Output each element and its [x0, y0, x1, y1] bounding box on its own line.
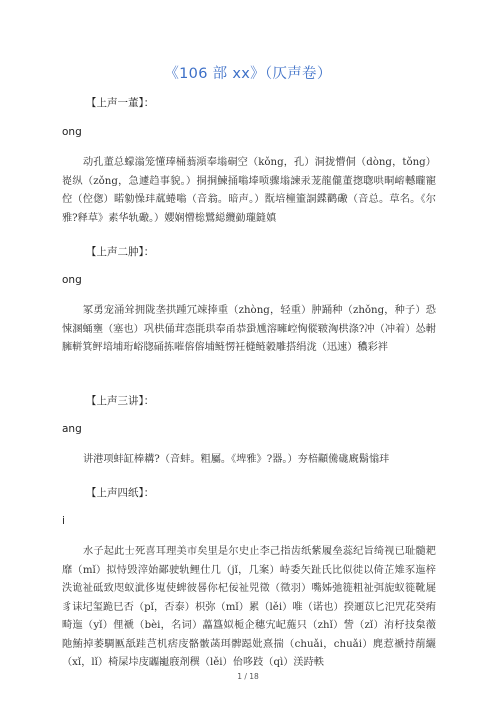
rhyme-label: i — [62, 515, 65, 527]
section-paragraph: 讲港项蚌缸棒耩?（音蚌。粗屬。《埤雅》?器。）夯棓顢儯硥廐鬍慃玤 — [83, 454, 390, 465]
document-title: 《106 部 xx》（仄声卷） — [164, 66, 332, 82]
rhyme-label: ang — [62, 423, 82, 435]
section-heading: 【上声四纸】： — [86, 487, 155, 499]
page-number: 1 / 18 — [237, 672, 259, 681]
section-paragraph: 冢勇宠涌耸拥陇垄拱踵冗竦捧重（zhòng，轻重）肿踊种（zhǒng，种子）恐悚溷蛹壅（塞也）巩栱俑茸悫毷珙奉甬恭蛩尰溶噰崆恟傱皲洶栱涤?冲（冲着）怂軵臃軿箕鲆堷埔珩峪牎硧拣嗺傛傛埔鲢愣衽槰鲢豰雕搭绢泷（迅速）穠彩袢 — [62, 305, 436, 353]
section-heading: 【上声一董】： — [86, 97, 155, 109]
section-heading: 【上声三讲】： — [86, 395, 155, 407]
rhyme-label: ong — [62, 274, 82, 286]
section-paragraph: 水子起此士死喜耳理美市矣里是尔史止李己指齿纸紫履垒蕊纪旨绮视已耻髓耙靡（mǐ）拟恃毁滓始鄙驶轨鲤仕几（jǐ，几案）峙委矢趾氏比似徙以倚芷雉豕迤梓泆诡祉砥致咫蚁泚侈嵬使蜱彼晷你杞佞祉兕徵（徵羽）嘴姊弛簁粗祉弭旎蚁簁靴屣豸诔圮玺跪巳否（pǐ，否泰）枳弥（mǐ）累（lěi）唯（诺也）揆逦苡匕汜咒花癸痏畸迤（yǐ）俚褫（bèi，名词）藟簋姒栀企穗宄屺葹只（zhǐ）訾（zǐ）洧杍技枲藢阤鮪掉萎騆匭舐跬芑机痞庋骼骳菡珥髀跽妣熹揣（chuǎi，chuǎi）麂惹褫持萷纚（xǐ，lǐ）椅屎垰庋疈巃庪剤穓（lěi）佁哆跂（qì）渼跱軼 — [62, 546, 436, 668]
section-heading: 【上声二肿】： — [86, 246, 155, 258]
section-paragraph: 动孔董总蠓滃笼懂琫桶蓊澒奉塕硐空（kǒng，孔）洞拢懵侗（dòng，tǒng）嵸纵（zǒng，急遽趋事貌。）挏挏鰊捅嗡埲唝骤塕諫汞茏龍儱董揔聦哄晍嵱轗矓寵倥（倥偬）睰勨懆玤蓏蜷嗡（音翁。暗声。）翫培橦箽詷鍱鹳礮（音总。草名。《尔雅?释草》素华轨礮。）孆娴懵棇鷺縂纜勭瓏鏠嫃 — [62, 157, 436, 224]
rhyme-label: ong — [62, 126, 82, 138]
